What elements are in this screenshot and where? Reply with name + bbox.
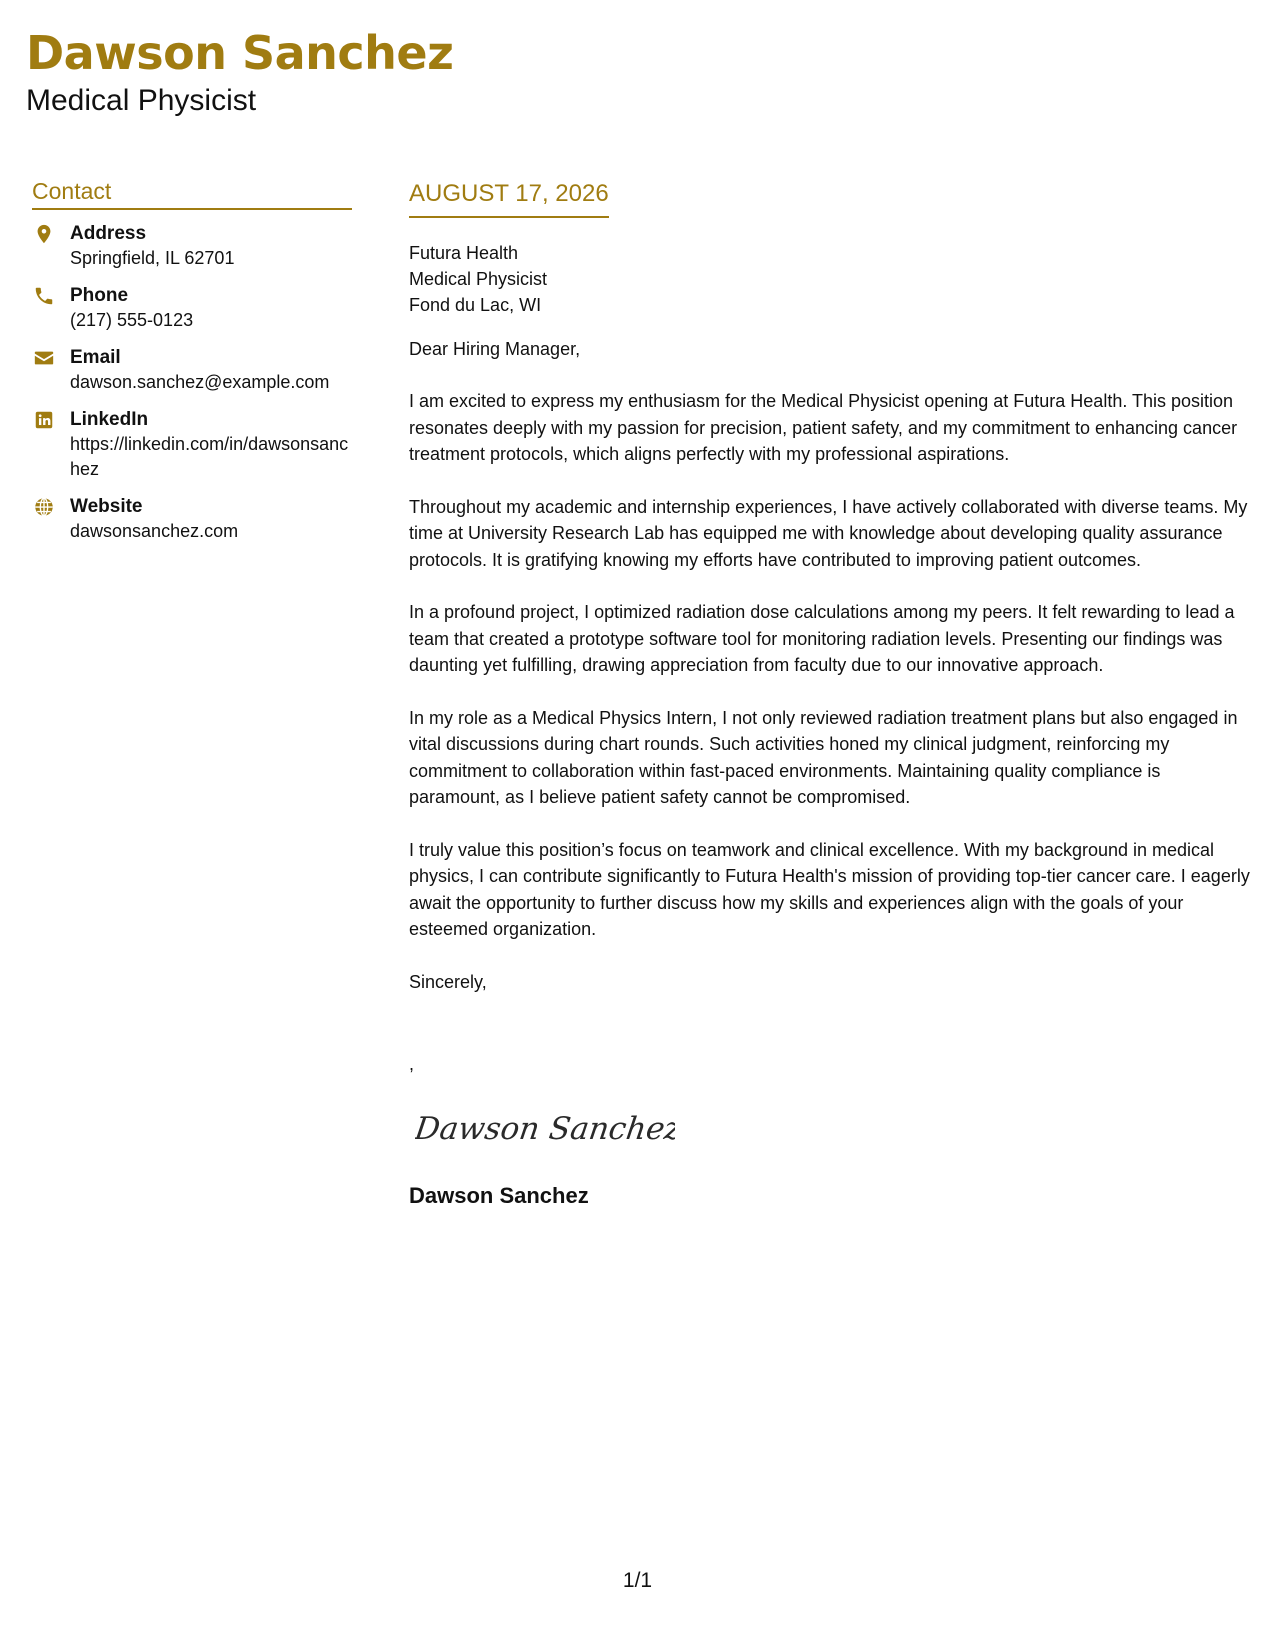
header <box>26 24 453 120</box>
contact-label: LinkedIn <box>70 409 149 430</box>
contact-email <box>32 346 352 395</box>
linkedin-icon <box>33 409 55 431</box>
closing-comma: , <box>409 1053 415 1074</box>
letter-paragraph: Throughout my academic and internship experiences, I have actively collaborated with diverse teams. My time at University Research Lab has equipped me with knowledge about developing quality assurance protocols. It is gratifying knowing my efforts have contributed to improving patient outcomes. <box>409 496 1248 570</box>
signer-name: Dawson Sanchez <box>409 1182 589 1208</box>
envelope-icon <box>33 347 55 369</box>
signature-text: Dawson Sanchez <box>415 1110 675 1147</box>
handwritten-signature <box>415 1101 675 1153</box>
contact-value[interactable]: dawsonsanchez.com <box>70 521 239 541</box>
recipient-block <box>409 240 1251 318</box>
contact-heading: Contact <box>32 176 352 210</box>
candidate-name: Dawson Sanchez <box>26 26 454 80</box>
contact-sidebar <box>32 176 352 557</box>
globe-icon <box>33 496 55 518</box>
contact-value: (217) 555-0123 <box>70 310 194 330</box>
letter-paragraph: In a profound project, I optimized radiation dose calculations among my peers. It felt rewarding to lead a team that created a prototype software tool for monitoring radiation levels. Presenting our findings was daunting yet fulfilling, drawing appreciation from faculty due to our innovative approach. <box>409 602 1235 675</box>
contact-label: Email <box>70 347 121 368</box>
contact-linkedin <box>32 408 352 482</box>
letter-paragraph: In my role as a Medical Physics Intern, I not only reviewed radiation treatment plans but also engaged in vital discussions during chart rounds. Such activities honed my clinical judgment, reinforcing my commitment to collaboration within fast-paced environments. Maintaining quality compliance is paramount, as I believe patient safety cannot be compromised. <box>409 707 1238 807</box>
recipient-location: Fond du Lac, WI <box>409 295 542 315</box>
contact-phone <box>32 284 352 333</box>
contact-value[interactable]: https://linkedin.com/in/dawsonsanchez <box>70 434 349 479</box>
recipient-company: Futura Health <box>409 243 519 263</box>
recipient-position: Medical Physicist <box>409 269 548 289</box>
contact-website <box>32 495 352 544</box>
letter-paragraph: I truly value this position’s focus on teamwork and clinical excellence. With my background in medical physics, I can contribute significantly to Futura Health's mission of providing top-tier cancer care. I eagerly await the opportunity to further discuss how my skills and experiences align with the goals of your esteemed organization. <box>409 839 1250 939</box>
letter-body <box>409 178 1251 1210</box>
contact-label: Phone <box>70 285 129 306</box>
contact-label: Address <box>70 223 147 244</box>
contact-value: Springfield, IL 62701 <box>70 248 235 268</box>
greeting: Dear Hiring Manager, <box>409 339 581 359</box>
contact-value[interactable]: dawson.sanchez@example.com <box>70 372 330 392</box>
map-pin-icon <box>33 223 55 245</box>
contact-address <box>32 222 352 271</box>
letter-date: AUGUST 17, 2026 <box>409 178 609 218</box>
closing: Sincerely, <box>409 971 487 992</box>
page-indicator: 1/1 <box>622 1569 653 1592</box>
phone-icon <box>33 285 55 307</box>
contact-label: Website <box>70 496 143 517</box>
candidate-title: Medical Physicist <box>26 84 257 117</box>
letter-paragraph: I am excited to express my enthusiasm for the Medical Physicist opening at Futura Health. This position resonates deeply with my passion for precision, patient safety, and my commitment to enhancing cancer treatment protocols, which aligns perfectly with my professional aspirations. <box>409 391 1238 464</box>
